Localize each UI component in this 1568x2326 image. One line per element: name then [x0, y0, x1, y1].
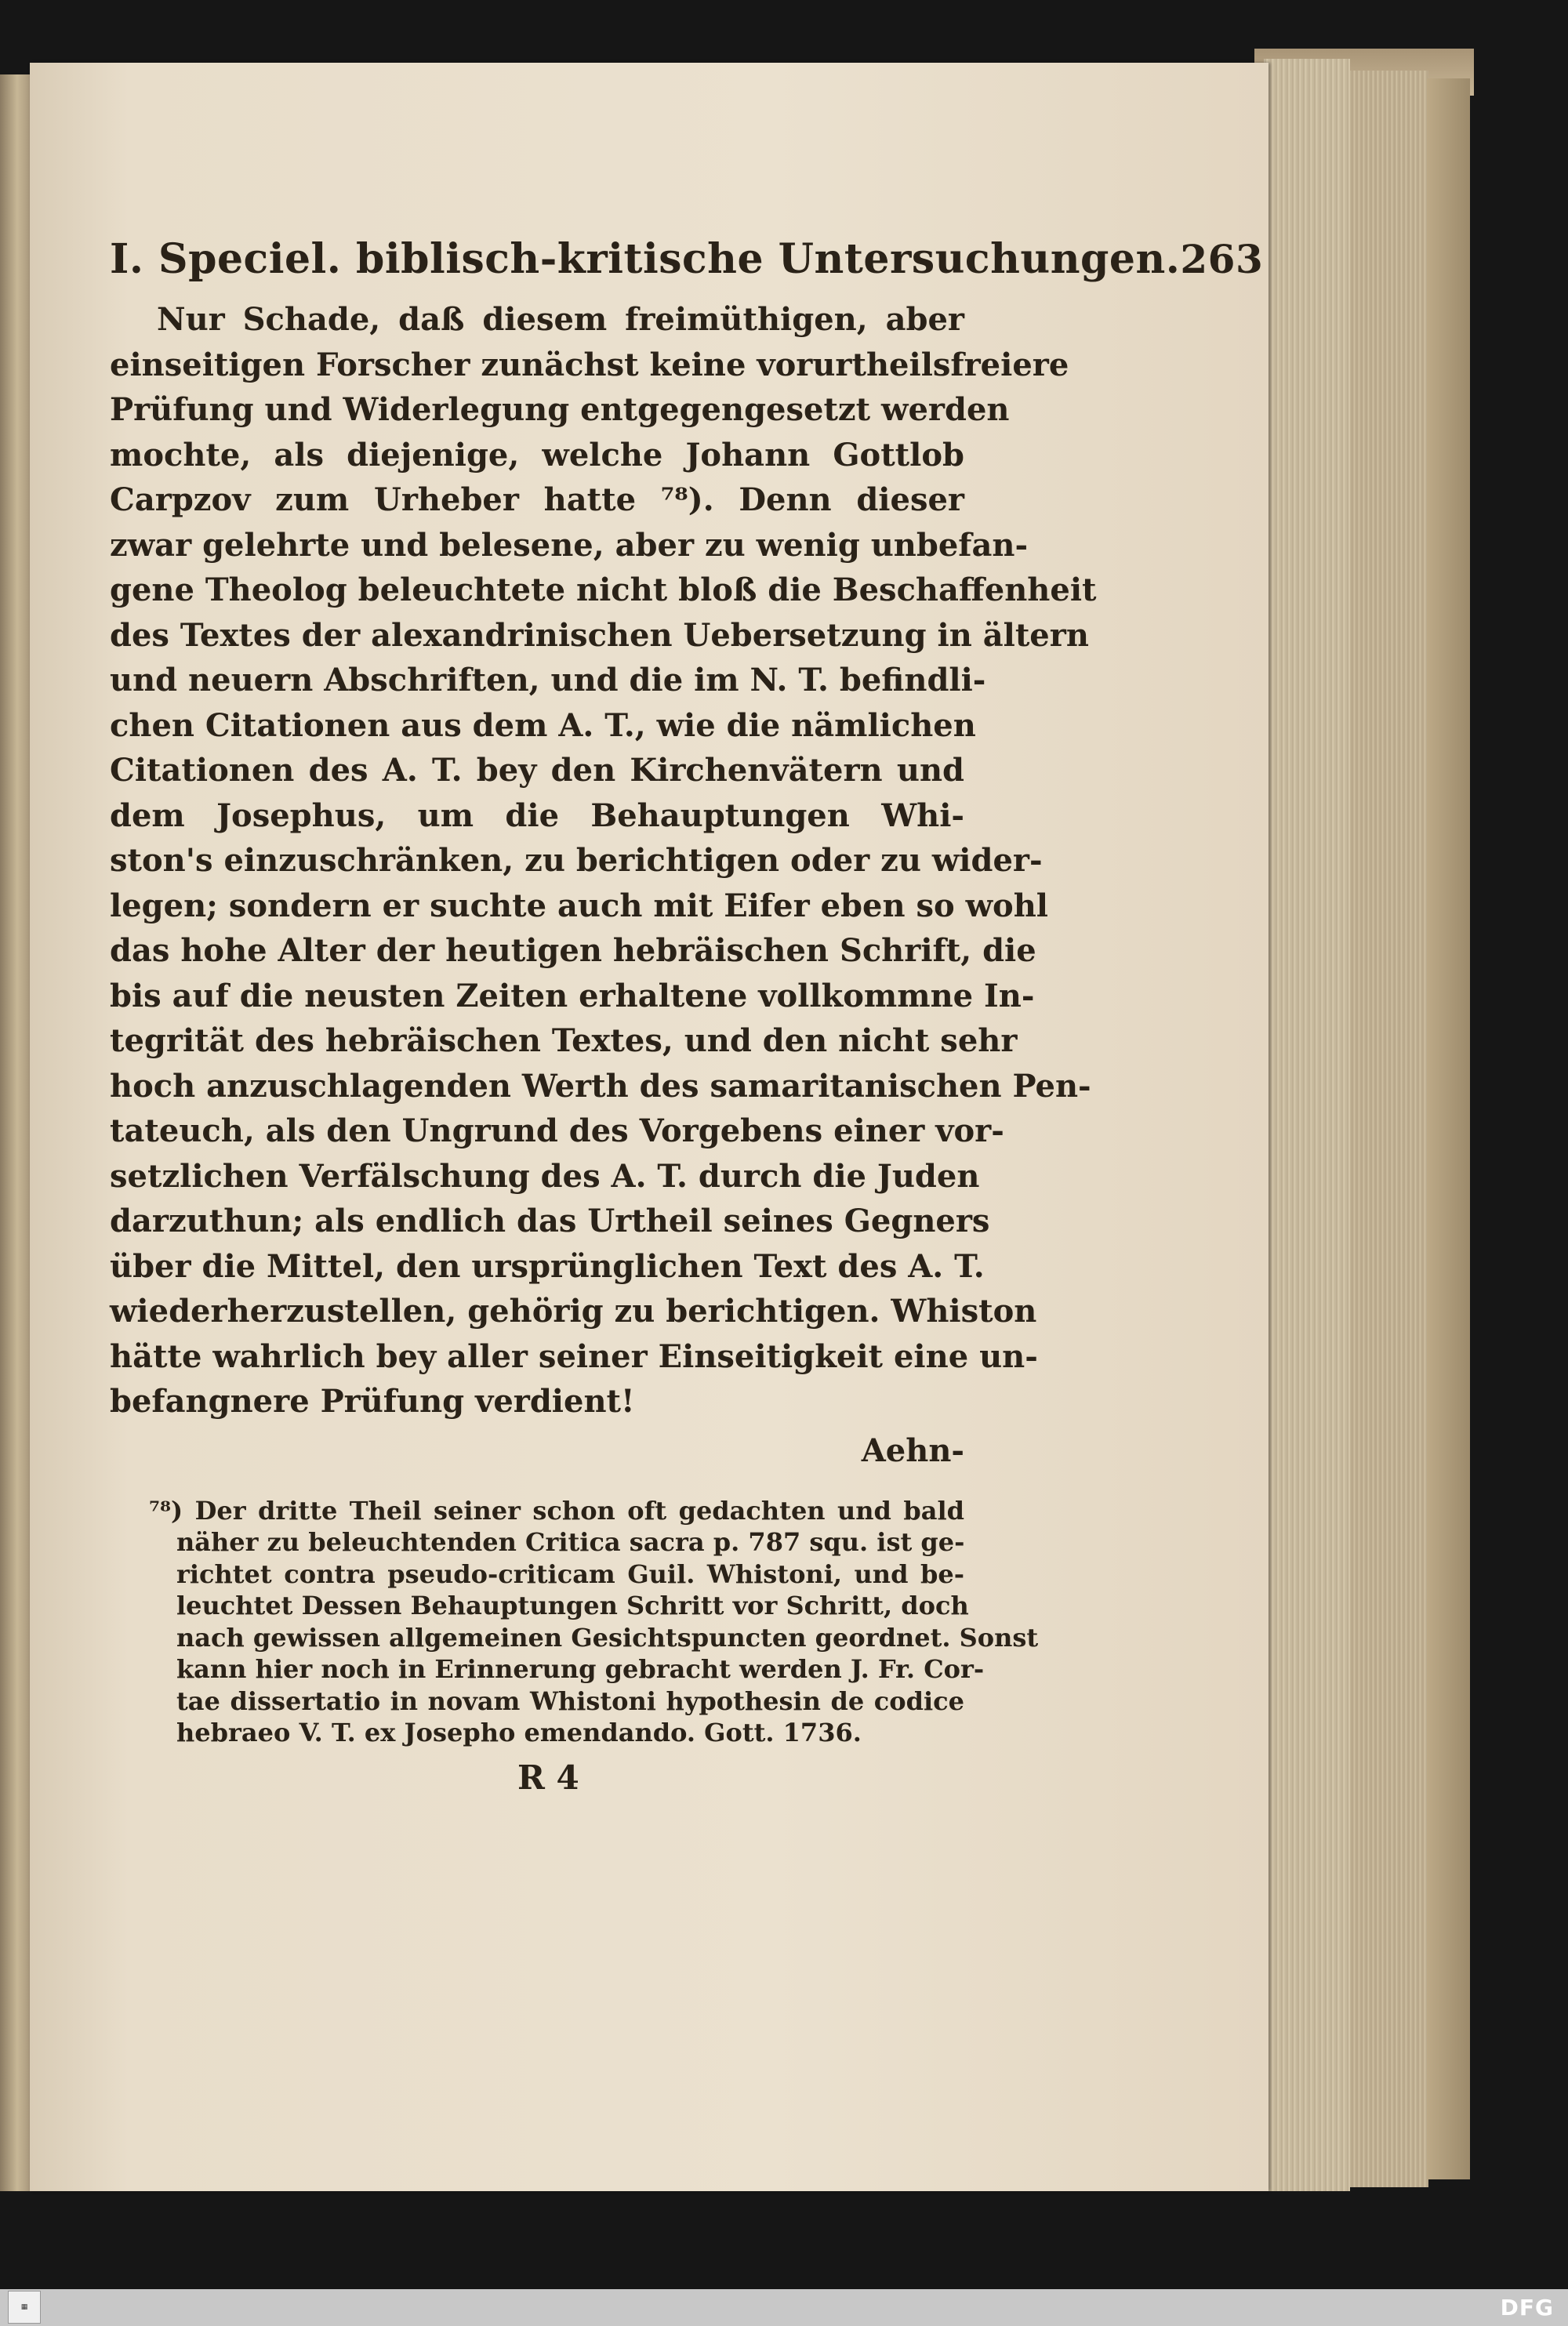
footnote-line: kann hier noch in Erinnerung gebracht werden J. Fr. Cor- [176, 1654, 985, 1684]
body-line: einseitigen Forscher zunächst keine vorurtheilsfreiere [110, 346, 1069, 383]
body-line: und neuern Abschriften, und die im N. T. befindli- [110, 662, 986, 699]
body-line: hätte wahrlich bey aller seiner Einseitigkeit eine un- [110, 1337, 1038, 1375]
body-line: darzuthun; als endlich das Urtheil seines Gegners [110, 1203, 990, 1239]
page-fore-edge-back [1350, 71, 1428, 2187]
body-line: Citationen des A. T. bey den Kirchenvätern und [110, 752, 964, 789]
body-line: ston's einzuschränken, zu berichtigen oder zu wider- [110, 842, 1043, 879]
body-line: gene Theolog beleuchtete nicht bloß die Beschaffenheit [110, 572, 1097, 608]
catchword: Aehn- [861, 1432, 964, 1469]
body-line: über die Mittel, den ursprünglichen Text des A. T. [110, 1247, 985, 1285]
body-line: setzlichen Verfälschung des A. T. durch die Juden [110, 1157, 980, 1195]
body-line: zwar gelehrte und belesene, aber zu wenig unbefan- [110, 526, 1029, 564]
footnote-line: richtet contra pseudo-criticam Guil. Whistoni, und be- [176, 1559, 964, 1589]
footnote-line: ⁷⁸) Der dritte Theil seiner schon oft gedachten und bald [149, 1495, 964, 1526]
page-number: 263 [1180, 236, 1264, 282]
page-fore-edge [1264, 59, 1350, 2191]
footnote-line: näher zu beleuchtenden Critica sacra p. 787 squ. ist ge- [176, 1527, 965, 1557]
body-text [110, 297, 1097, 1424]
body-line: Prüfung und Widerlegung entgegengesetzt werden [110, 391, 1010, 428]
body-line: mochte, als diejenige, welche Johann Gottlob [110, 436, 964, 474]
running-head-title: I. Speciel. biblisch-kritische Untersuchungen. [110, 235, 1181, 283]
footnote-line: tae dissertatio in novam Whistoni hypothesin de codice [176, 1686, 964, 1716]
body-line: chen Citationen aus dem A. T., wie die nämlichen [110, 706, 976, 744]
signature-mark: R 4 [517, 1758, 579, 1797]
dfg-logo: DFG [1500, 2295, 1554, 2321]
book-back-cover [1427, 78, 1470, 2179]
body-line: bis auf die neusten Zeiten erhaltene vollkommne In- [110, 977, 1035, 1014]
footnote-line: hebraeo V. T. ex Josepho emendando. Gott. 1736. [176, 1718, 862, 1747]
footnote-line: nach gewissen allgemeinen Gesichtspuncten geordnet. Sonst [176, 1622, 1039, 1653]
body-line: tateuch, als den Ungrund des Vorgebens einer vor- [110, 1112, 1004, 1149]
body-line: Carpzov zum Urheber hatte ⁷⁸). Denn dieser [110, 481, 964, 518]
footnote [110, 1495, 1039, 1749]
book-left-edge [0, 74, 31, 2191]
body-line: befangnere Prüfung verdient! [110, 1383, 635, 1420]
running-head [110, 235, 1264, 283]
body-line: das hohe Alter der heutigen hebräischen Schrift, die [110, 932, 1036, 969]
body-line: Nur Schade, daß diesem freimüthigen, aber [157, 301, 964, 338]
body-line: dem Josephus, um die Behauptungen Whi- [110, 797, 964, 834]
body-line: hoch anzuschlagenden Werth des samaritanischen Pen- [110, 1067, 1091, 1105]
viewer-footer-bar [0, 2289, 1568, 2326]
page-content [110, 235, 1264, 1797]
body-line: tegrität des hebräischen Textes, und den nicht sehr [110, 1022, 1018, 1059]
library-logo-icon: ▦ [8, 2291, 41, 2324]
body-line: legen; sondern er suchte auch mit Eifer eben so wohl [110, 887, 1048, 924]
footnote-line: leuchtet Dessen Behauptungen Schritt vor Schritt, doch [176, 1591, 969, 1620]
body-line: des Textes der alexandrinischen Uebersetzung in ältern [110, 616, 1089, 654]
body-line: wiederherzustellen, gehörig zu berichtigen. Whiston [110, 1293, 1037, 1330]
